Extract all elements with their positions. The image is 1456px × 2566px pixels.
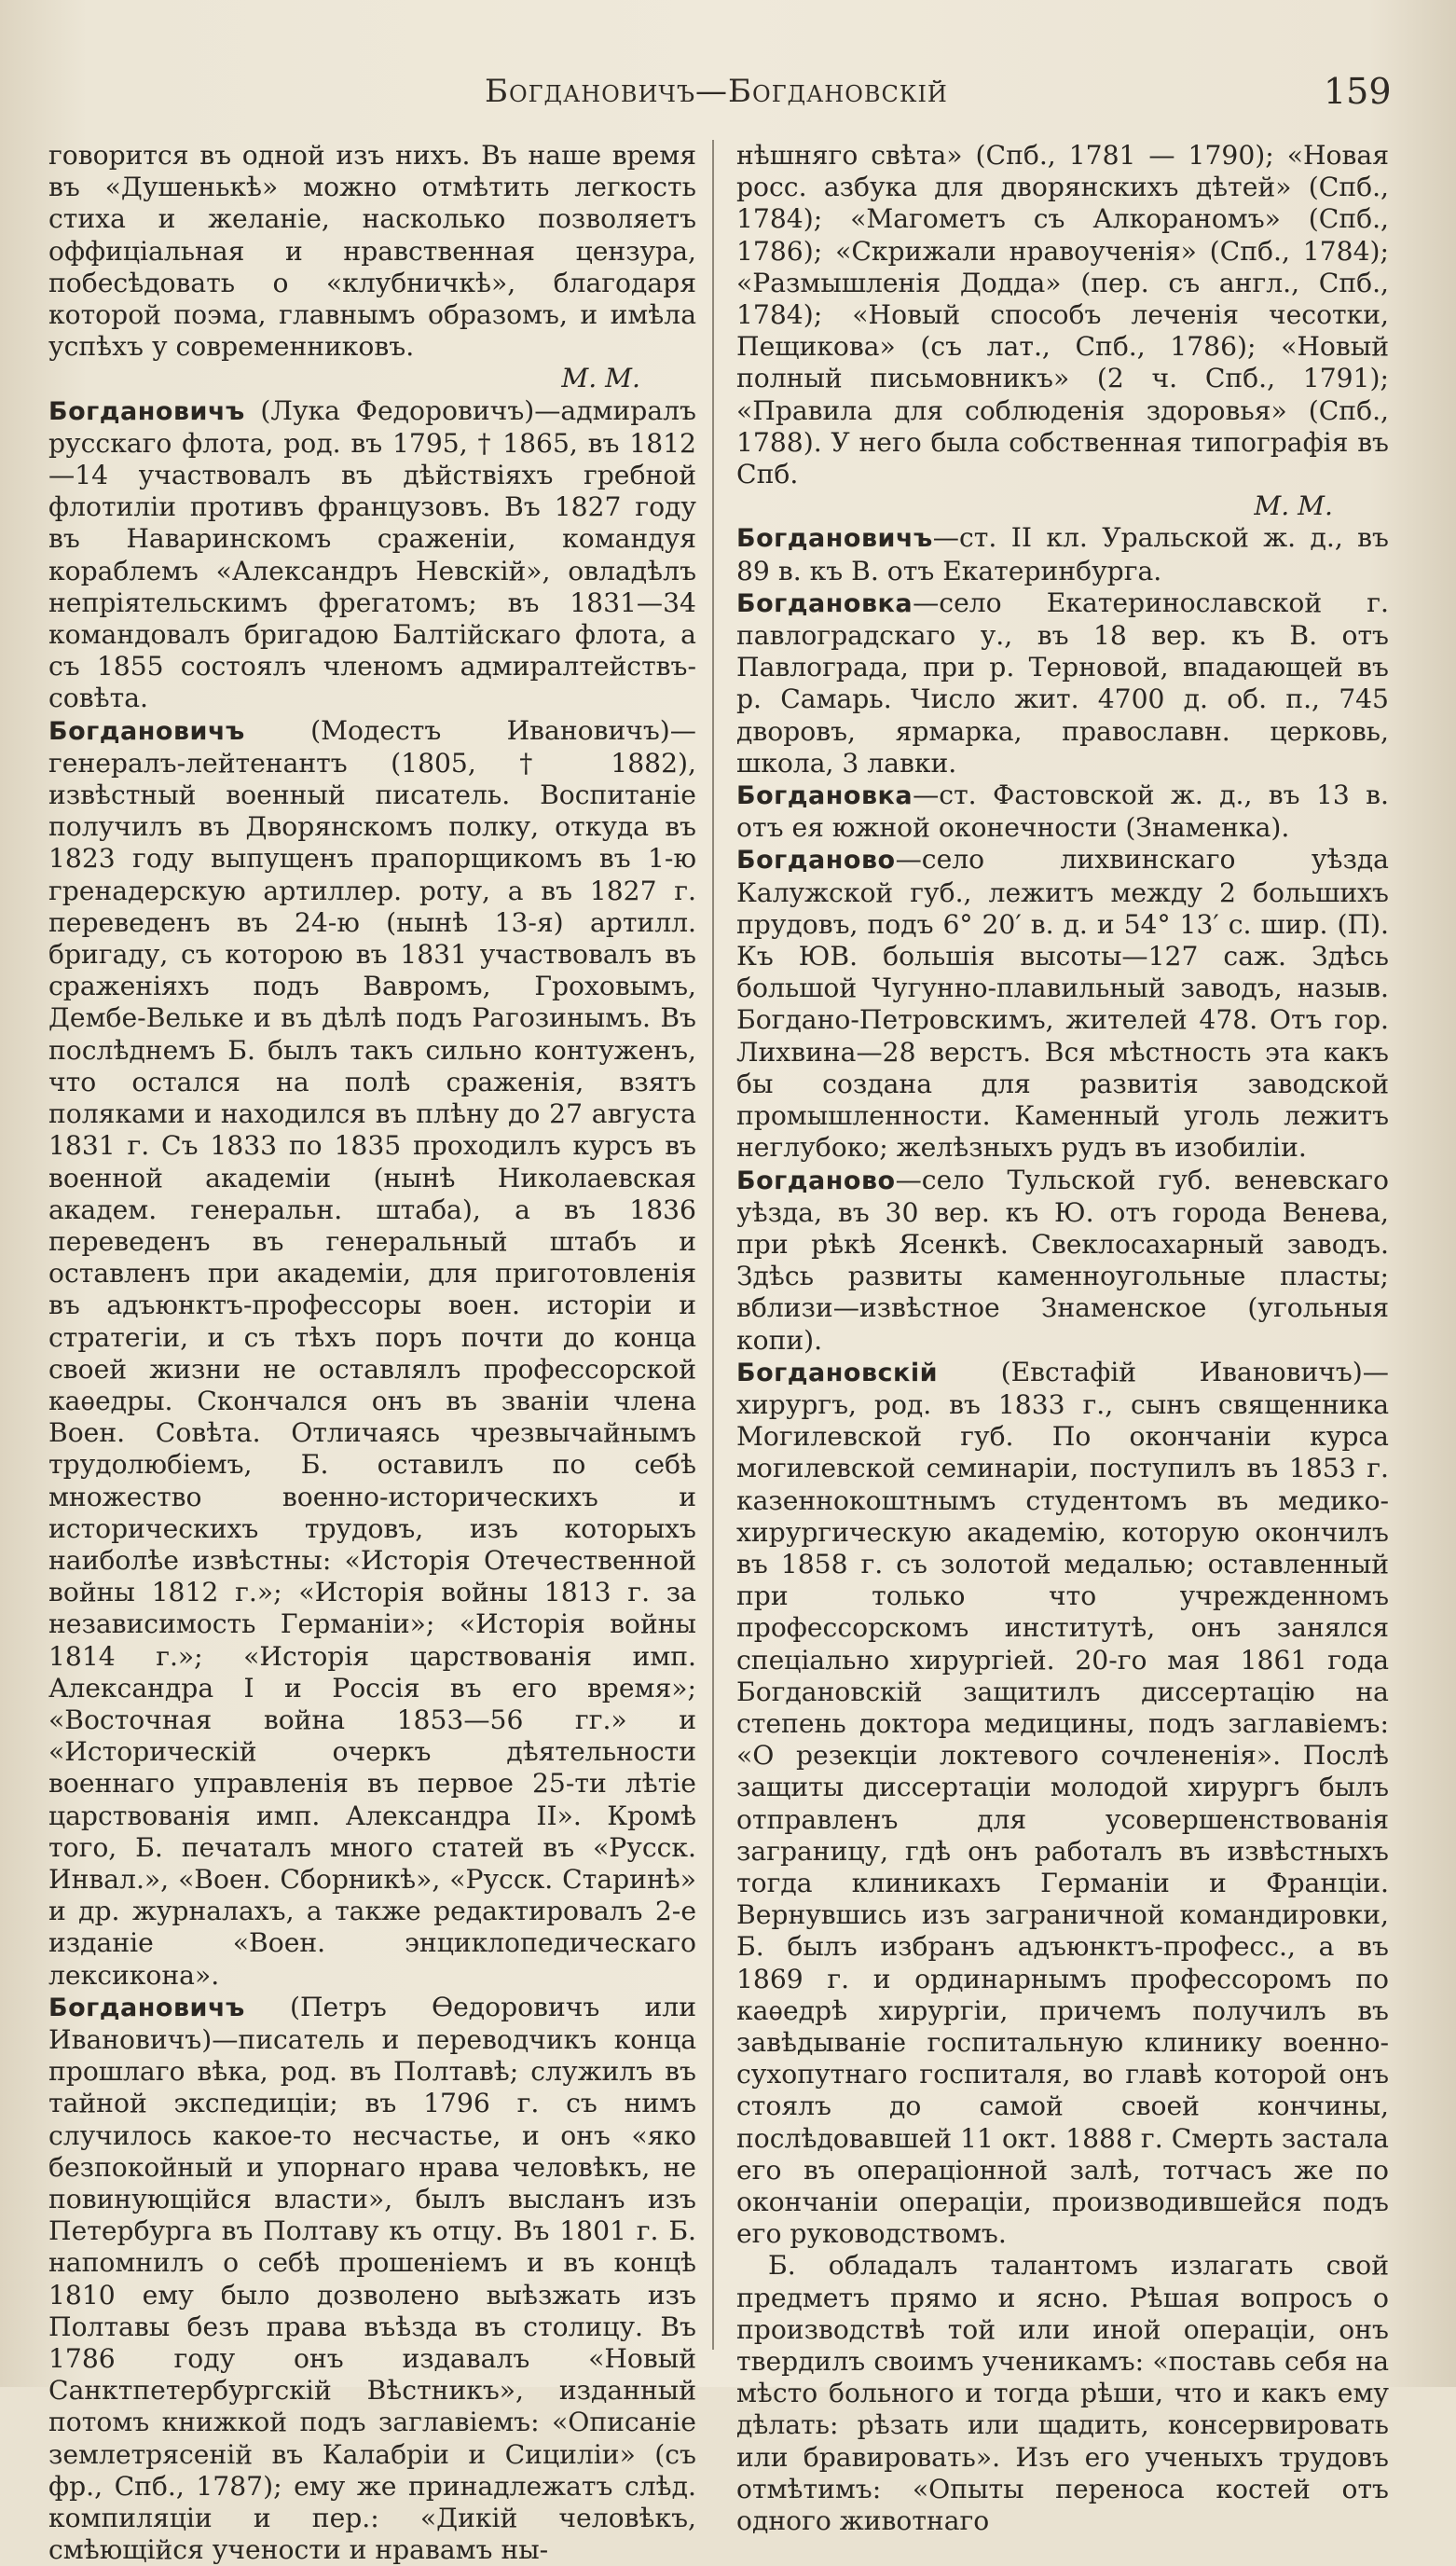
entry-headword: Богдановскій [736, 1358, 939, 1387]
entry-lukа-bogdanovich [48, 395, 696, 715]
entry-headword: Богдановичъ [48, 716, 245, 746]
entry-text: —село Екатеринославской г. павлоградскаго у., въ 18 вер. къ В. отъ Павлограда, при р. Терновой, впадающей въ р. Самарь. Число жит. 4700 д. об. п., 745 дворовъ, ярмарка, православн. церковь, школа, 3 лавки. [736, 586, 1389, 779]
entry-text: —ст. II кл. Уральской ж. д., въ 89 в. къ В. отъ Екатеринбурга. [736, 522, 1389, 586]
entry-headword: Богдановка [736, 781, 913, 811]
right-column [736, 140, 1389, 2537]
running-head: Богдановичъ—Богдановскій [485, 73, 948, 110]
paragraph-text: нѣшняго свѣта» (Спб., 1781 — 1790); «Новая росс. азбука для дворянскихъ дѣтей» (Спб., 1784); «Магометъ съ Алкораномъ» (Спб., 1786); «Скрижали нравоученія» (Спб., 1784); «Размышленія Додда» (пер. съ англ., Спб., 1784); «Новый способъ леченія чесотки, Пещикова» (съ лат., Спб., 1786); «Новый полный письмовникъ» (2 ч. Спб., 1791); «Правила для соблюденія здоровья» (Спб., 1788). У него была собственная типографія въ Спб. [736, 140, 1389, 490]
page-header [0, 65, 1456, 121]
entry-text: —ст. Фастовской ж. д., въ 13 в. отъ ея южной оконечности (Знаменка). [736, 779, 1389, 844]
entry-bogdanovich-station [736, 522, 1389, 586]
continuation-paragraph [736, 140, 1389, 522]
entry-headword: Богданово [736, 1166, 896, 1195]
entry-headword: Богдановичъ [48, 1993, 245, 2022]
entry-text: —село лихвинскаго уѣзда Калужской губ., лежитъ между 2 большихъ прудовъ, подъ 6° 20′ в. д. и 54° 13′ с. шир. (П). Къ ЮВ. большія высоты—127 саж. Здѣсь большой Чугунно-плавильный заводъ, назыв. Богдано-Петровскимъ, жителей 478. Отъ гор. Лихвина—28 верстъ. Вся мѣстность эта какъ бы создана для развитія заводской промышленности. Каменный уголь лежитъ неглубоко; желѣзныхъ рудъ въ изобиліи. [736, 844, 1389, 1164]
entry-bogdanovo-kaluga [736, 844, 1389, 1164]
entry-text: —село Тульской губ. веневскаго уѣзда, въ 30 вер. къ Ю. отъ города Венева, при рѣкѣ Ясенкѣ. Свеклосахарный заводъ. Здѣсь развиты каменноугольные пласты; вблизи—извѣстное Знаменское (угольныя копи). [736, 1164, 1389, 1356]
entry-petr-bogdanovich [48, 1992, 696, 2566]
entry-headword: Богдановка [736, 588, 913, 618]
continuation-paragraph [48, 140, 696, 395]
entry-bogdanovo-tula [736, 1165, 1389, 1357]
left-column [48, 140, 696, 2566]
entry-bogdanovka-station [736, 779, 1389, 844]
entry-bogdanovsky [736, 1357, 1389, 2251]
entry-text: (Лука Федоровичъ)—адмиралъ русскаго флота, род. въ 1795, † 1865, въ 1812—14 участвовалъ въ дѣйствіяхъ гребной флотиліи противъ французовъ. Въ 1827 году въ Наваринскомъ сраженіи, командуя кораблемъ «Александръ Невскій», овладѣлъ непріятельскимъ фрегатомъ; въ 1831—34 командовалъ бригадою Балтійскаго флота, а съ 1855 состоялъ членомъ адмиралтействъ-совѣта. [48, 394, 696, 714]
entry-bogdanovka-village [736, 587, 1389, 779]
author-signature: М. М. [1254, 490, 1333, 522]
author-signature: М. М. [561, 363, 640, 394]
entry-headword: Богданово [736, 846, 896, 876]
entry-headword: Богдановичъ [48, 396, 245, 426]
page-number: 159 [1324, 71, 1392, 112]
entry-modest-bogdanovich [48, 715, 696, 1992]
paragraph-text: говорится въ одной изъ нихъ. Въ наше время въ «Душенькѣ» можно отмѣтить легкость стиха и желаніе, насколько позволяетъ оффиціальная и нравственная цензура, побесѣдовать о «клубничкѣ», благодаря которой поэма, главнымъ образомъ, и имѣла успѣхъ у современниковъ. [48, 140, 696, 363]
entry-text: (Петръ Ѳедоровичъ или Ивановичъ)—писатель и переводчикъ конца прошлаго вѣка, род. въ Полтавѣ; служилъ въ тайной экспедиціи; въ 1796 г. съ нимъ случилось какое-то несчастье, и онъ «яко безпокойный и упорнаго нрава человѣкъ, не повинующійся власти», былъ высланъ изъ Петербурга въ Полтаву къ отцу. Въ 1801 г. Б. напомнилъ о себѣ прошеніемъ и въ концѣ 1810 ему было дозволено выѣзжать изъ Полтавы безъ права въѣзда въ столицу. Въ 1786 году онъ издавалъ «Новый Санктпетербургскій Вѣстникъ», изданный потомъ книжкой подъ заглавіемъ: «Описаніе землетрясеній въ Калабріи и Сициліи» (съ фр., Спб., 1787); ему же принадлежатъ слѣд. компиляціи и пер.: «Дикій человѣкъ, смѣющійся учености и нравамъ ны- [48, 1991, 696, 2566]
entry-paragraph: Б. обладалъ талантомъ излагать свой предметъ прямо и ясно. Рѣшая вопросъ о производствѣ той или иной операціи, онъ твердилъ своимъ ученикамъ: «поставь себя на мѣсто больного и тогда рѣши, что и какъ ему дѣлать: рѣзать или щадить, консервировать или бравировать». Изъ его ученыхъ трудовъ отмѣтимъ: «Опыты переноса костей отъ одного животнаго [736, 2250, 1389, 2537]
entry-text: (Модестъ Ивановичъ)—генералъ-лейтенантъ (1805, † 1882), извѣстный военный писатель. Воспитаніе получилъ въ Дворянскомъ полку, откуда въ 1823 году выпущенъ прапорщикомъ въ 1-ю гренадерскую артиллер. роту, а въ 1827 г. переведенъ въ 24-ю (нынѣ 13-я) артилл. бригаду, съ которою въ 1831 участвовалъ въ сраженіяхъ подъ Ваврoмъ, Гроховымъ, Дембе-Вельке и въ дѣлѣ подъ Рагозинымъ. Въ послѣднемъ Б. былъ такъ сильно контуженъ, что остался на полѣ сраженія, взятъ поляками и находился въ плѣну до 27 августа 1831 г. Съ 1833 по 1835 проходилъ курсъ въ военной академіи (нынѣ Николаевская академ. генеральн. штаба), а въ 1836 переведенъ въ генеральный штабъ и оставленъ при академіи, для приготовленія въ адъюнктъ-профессоры воен. исторіи и стратегіи, и съ тѣхъ поръ почти до конца своей жизни не оставлялъ профессорской каѳедры. Скончался онъ въ званіи члена Воен. Совѣта. Отличаясь чрезвычайнымъ трудолюбіемъ, Б. оставилъ по себѣ множество военно-историческихъ и историческихъ трудовъ, изъ которыхъ наиболѣе извѣстны: «Исторія Отечественной войны 1812 г.»; «Исторія войны 1813 г. за независимость Германіи»; «Исторія войны 1814 г.»; «Исторія царствованія имп. Александра I и Россія въ его время»; «Восточная война 1853—56 гг.» и «Историческій очеркъ дѣятельности военнаго управленія въ первое 25-ти лѣтіе царствованія имп. Александра II». Кромѣ того, Б. печаталъ много статей въ «Русск. Инвал.», «Воен. Сборникѣ», «Русск. Старинѣ» и др. журналахъ, а также редактировалъ 2-е изданіе «Воен. энциклопедическаго лексикона». [48, 714, 696, 1991]
column-divider [712, 140, 714, 2350]
entry-headword: Богдановичъ [736, 524, 933, 554]
entry-text: (Евстафій Ивановичъ)—хирургъ, род. въ 1833 г., сынъ священника Могилевской губ. По окончаніи курса могилевской семинаріи, поступилъ въ 1853 г. казеннокоштнымъ студентомъ въ медико-хирургическую академію, которую окончилъ въ 1858 г. съ золотой медалью; оставленный при только что учрежденномъ профессорскомъ институтѣ, онъ занялся спеціально хирургіей. 20-го мая 1861 года Богдановскій защитилъ диссертацію на степень доктора медицины, подъ заглавіемъ: «О резекціи локтевого сочлененія». Послѣ защиты диссертаціи молодой хирургъ былъ отправленъ для усовершенствованія заграницу, гдѣ онъ работалъ въ извѣстныхъ тогда клиникахъ Германіи и Франціи. Вернувшись изъ заграничной командировки, Б. былъ избранъ адъюнктъ-професс., а въ 1869 г. и ординарнымъ профессоромъ по каѳедрѣ хирургіи, причемъ получилъ въ завѣдываніе госпитальную клинику военно-сухопутнаго госпиталя, во главѣ которой онъ стоялъ до самой своей кончины, послѣдовавшей 11 окт. 1888 г. Смерть застала его въ операціонной залѣ, тотчасъ же по окончаніи операціи, производившейся подъ его руководствомъ. [736, 1356, 1389, 2250]
